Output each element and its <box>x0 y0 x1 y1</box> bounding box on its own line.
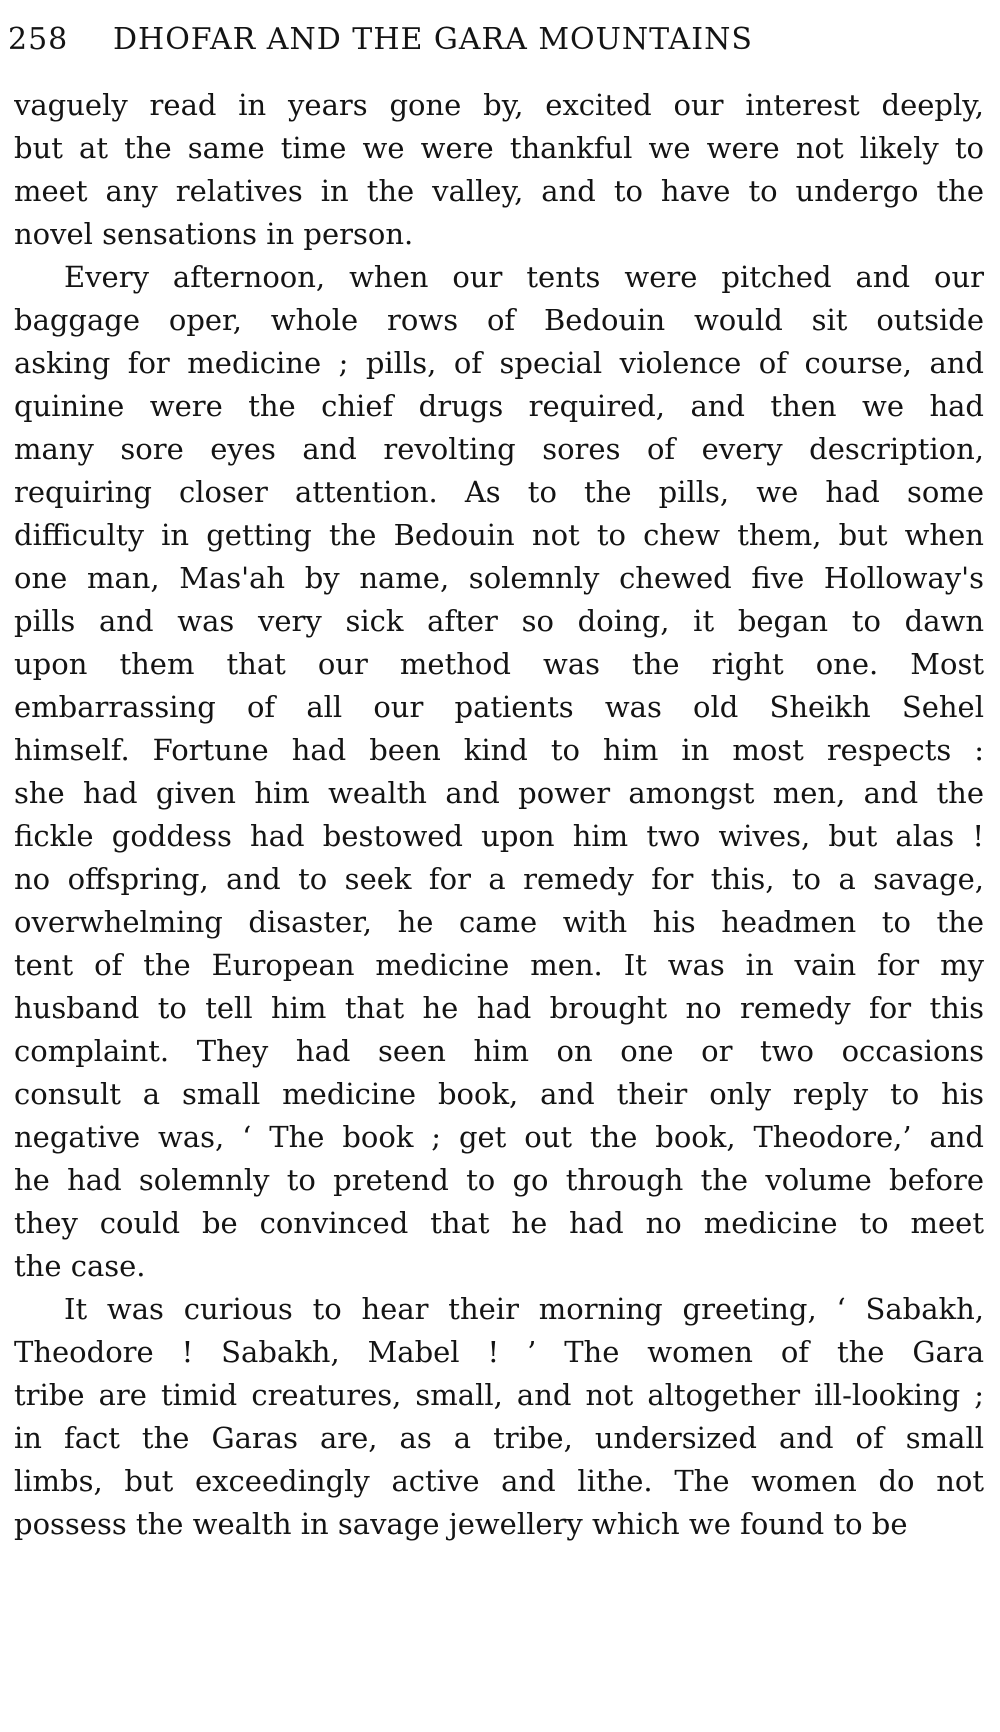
page-number: 258 <box>8 22 69 57</box>
text-line: complaint. They had seen him on one or two occasions <box>14 1034 984 1068</box>
text-line: fickle goddess had bestowed upon him two wives, but alas ! <box>14 819 984 853</box>
text-line: husband to tell him that he had brought no remedy for this <box>14 991 984 1025</box>
text-line: limbs, but exceedingly active and lithe. The women do not <box>14 1464 984 1498</box>
running-header <box>8 22 968 66</box>
text-line: vaguely read in years gone by, excited our interest deeply, <box>14 88 984 122</box>
paragraph <box>14 256 984 1288</box>
text-line: himself. Fortune had been kind to him in most respects : <box>14 733 984 767</box>
text-line: baggage oper, whole rows of Bedouin would sit outside <box>14 303 984 337</box>
body-text <box>14 84 984 1546</box>
text-line: meet any relatives in the valley, and to have to undergo the <box>14 174 984 208</box>
text-line: requiring closer attention. As to the pills, we had some <box>14 475 984 509</box>
text-line: one man, Mas'ah by name, solemnly chewed five Holloway's <box>14 561 984 595</box>
text-line: possess the wealth in savage jewellery which we found to be <box>14 1507 908 1541</box>
text-line: the case. <box>14 1249 146 1283</box>
text-line: he had solemnly to pretend to go through the volume before <box>14 1163 984 1197</box>
paragraph <box>14 84 984 256</box>
text-line: in fact the Garas are, as a tribe, undersized and of small <box>14 1421 984 1455</box>
text-line: tribe are timid creatures, small, and not altogether ill-looking ; <box>14 1378 984 1412</box>
text-line: pills and was very sick after so doing, it began to dawn <box>14 604 984 638</box>
text-line: no offspring, and to seek for a remedy for this, to a savage, <box>14 862 984 896</box>
text-line: difficulty in getting the Bedouin not to chew them, but when <box>14 518 984 552</box>
text-line: upon them that our method was the right one. Most <box>14 647 984 681</box>
text-line: but at the same time we were thankful we were not likely to <box>14 131 984 165</box>
text-line: It was curious to hear their morning greeting, ‘ Sabakh, <box>64 1292 984 1326</box>
text-line: many sore eyes and revolting sores of every description, <box>14 432 984 466</box>
text-line: tent of the European medicine men. It was in vain for my <box>14 948 984 982</box>
text-line: asking for medicine ; pills, of special violence of course, and <box>14 346 984 380</box>
paragraph <box>14 1288 984 1546</box>
text-line: they could be convinced that he had no medicine to meet <box>14 1206 984 1240</box>
text-line: negative was, ‘ The book ; get out the book, Theodore,’ and <box>14 1120 984 1154</box>
text-line: embarrassing of all our patients was old Sheikh Sehel <box>14 690 984 724</box>
text-line: she had given him wealth and power amongst men, and the <box>14 776 984 810</box>
text-line: Every afternoon, when our tents were pitched and our <box>64 260 984 294</box>
text-line: Theodore ! Sabakh, Mabel ! ’ The women of the Gara <box>14 1335 984 1369</box>
running-title: DHOFAR AND THE GARA MOUNTAINS <box>113 22 753 57</box>
text-line: consult a small medicine book, and their only reply to his <box>14 1077 984 1111</box>
text-line: overwhelming disaster, he came with his headmen to the <box>14 905 984 939</box>
text-line: novel sensations in person. <box>14 217 414 251</box>
text-line: quinine were the chief drugs required, and then we had <box>14 389 984 423</box>
